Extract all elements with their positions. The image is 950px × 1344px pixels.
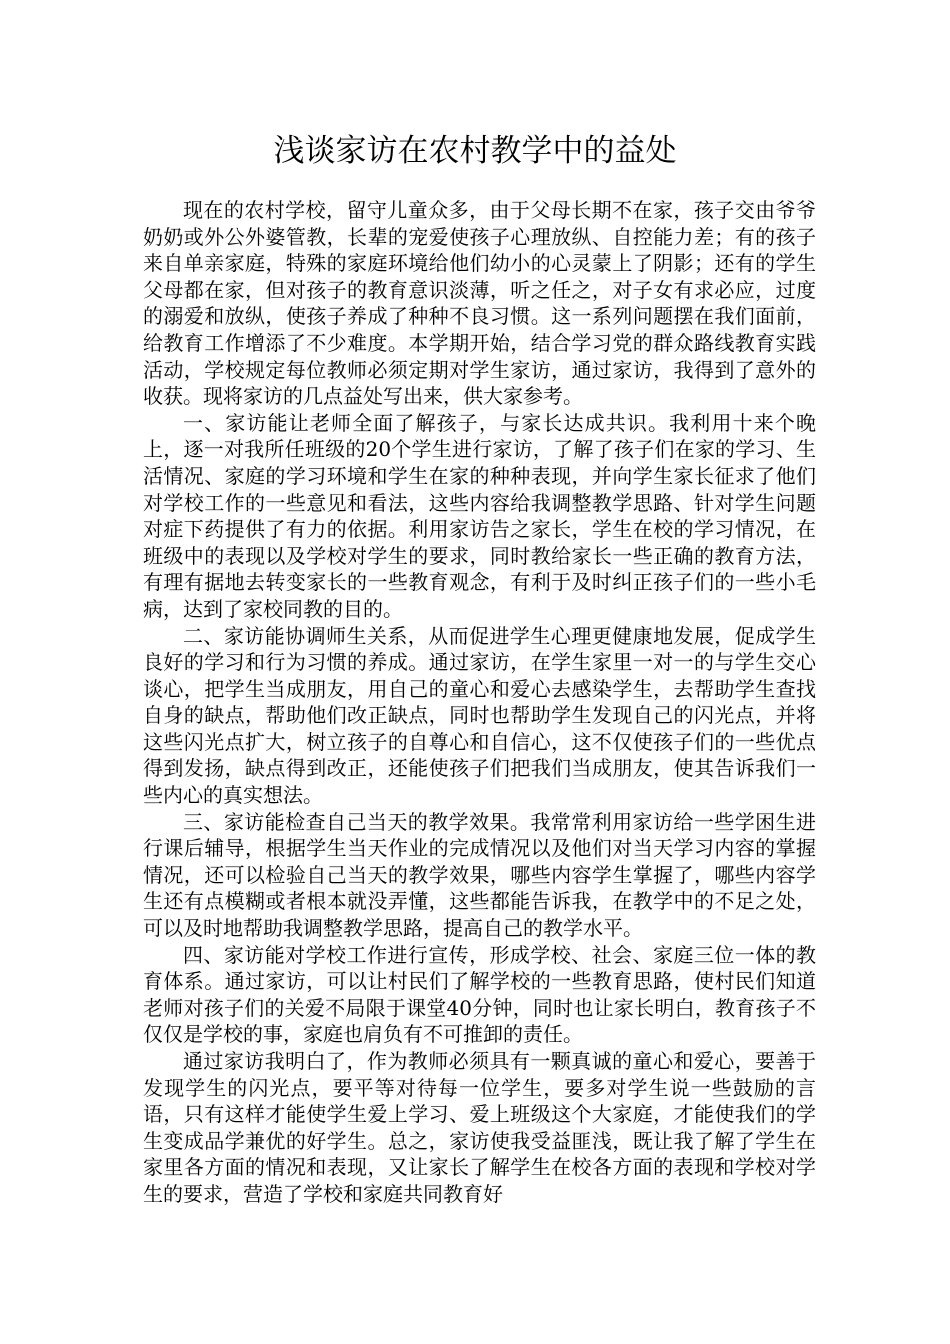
paragraph-point-four: 四、家访能对学校工作进行宣传，形成学校、社会、家庭三位一体的教育体系。通过家访，可以让村民们了解学校的一些教育思路，使村民们知道老师对孩子们的关爱不局限于课堂40分钟，同时也让家长明白，教育孩子不仅仅是学校的事，家庭也肩负有不可推卸的责任。 xyxy=(143,942,816,1047)
document-body xyxy=(143,197,816,1208)
paragraph-point-three: 三、家访能检查自己当天的教学效果。我常常利用家访给一些学困生进行课后辅导，根据学生当天作业的完成情况以及他们对当天学习内容的掌握情况，还可以检验自己当天的教学效果，哪些内容学生掌握了，哪些内容学生还有点模糊或者根本就没弄懂，这些都能告诉我，在教学中的不足之处，可以及时地帮助我调整教学思路，提高自己的教学水平。 xyxy=(143,809,816,941)
paragraph-point-one: 一、家访能让老师全面了解孩子，与家长达成共识。我利用十来个晚上，逐一对我所任班级的20个学生进行家访，了解了孩子们在家的学习、生活情况、家庭的学习环境和学生在家的种种表现，并向学生家长征求了他们对学校工作的一些意见和看法，这些内容给我调整教学思路、针对学生问题对症下药提供了有力的依据。利用家访告之家长，学生在校的学习情况，在班级中的表现以及学校对学生的要求，同时教给家长一些正确的教育方法，有理有据地去转变家长的一些教育观念，有利于及时纠正孩子们的一些小毛病，达到了家校同教的目的。 xyxy=(143,410,816,621)
paragraph-intro: 现在的农村学校，留守儿童众多，由于父母长期不在家，孩子交由爷爷奶奶或外公外婆管教，长辈的宠爱使孩子心理放纵、自控能力差；有的孩子来自单亲家庭，特殊的家庭环境给他们幼小的心灵蒙上了阴影；还有的学生父母都在家，但对孩子的教育意识淡薄，听之任之，对子女有求必应，过度的溺爱和放纵，使孩子养成了种种不良习惯。这一系列问题摆在我们面前，给教育工作增添了不少难度。本学期开始，结合学习党的群众路线教育实践活动，学校规定每位教师必须定期对学生家访，通过家访，我得到了意外的收获。现将家访的几点益处写出来，供大家参考。 xyxy=(143,198,816,409)
document-title: 浅谈家访在农村教学中的益处 xyxy=(273,133,677,169)
paragraph-point-two: 二、家访能协调师生关系，从而促进学生心理更健康地发展，促成学生良好的学习和行为习惯的养成。通过家访，在学生家里一对一的与学生交心谈心，把学生当成朋友，用自己的童心和爱心去感染学生，去帮助学生查找自身的缺点，帮助他们改正缺点，同时也帮助学生发现自己的闪光点，并将这些闪光点扩大，树立孩子的自尊心和自信心，这不仅使孩子们的一些优点得到发扬，缺点得到改正，还能使孩子们把我们当成朋友，使其告诉我们一些内心的真实想法。 xyxy=(143,623,816,808)
paragraph-conclusion: 通过家访我明白了，作为教师必须具有一颗真诚的童心和爱心，要善于发现学生的闪光点，要平等对待每一位学生，要多对学生说一些鼓励的言语，只有这样才能使学生爱上学习、爱上班级这个大家庭，才能使我们的学生变成品学兼优的好学生。总之，家访使我受益匪浅，既让我了解了学生在家里各方面的情况和表现，又让家长了解学生在校各方面的表现和学校对学生的要求，营造了学校和家庭共同教育好 xyxy=(143,1049,816,1206)
